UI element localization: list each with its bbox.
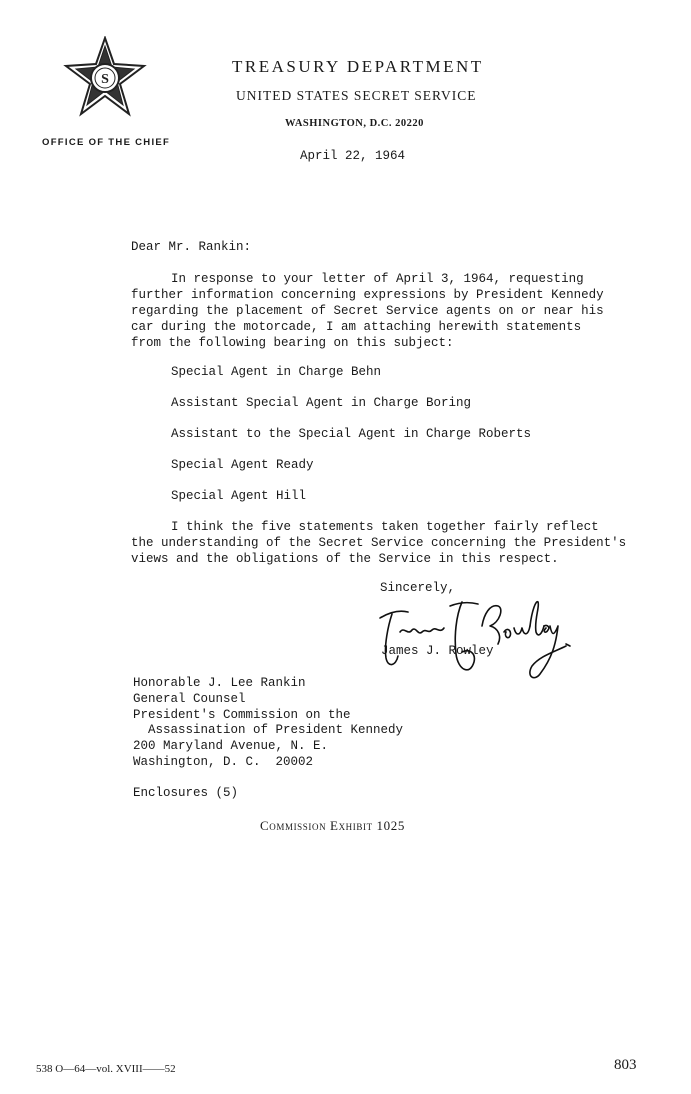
department-title: TREASURY DEPARTMENT <box>232 57 484 76</box>
secret-service-star-seal <box>62 36 148 118</box>
address-line: Washington, D. C. 20002 <box>133 754 314 769</box>
address-line: Assassination of President Kennedy <box>133 723 404 738</box>
exhibit-text: Commission Exhibit 1025 <box>260 818 405 833</box>
paragraph-line: views and the obligations of the Service in this respect. <box>131 552 559 566</box>
statement-item: Assistant to the Special Agent in Charge Roberts <box>171 427 532 441</box>
print-code: 538 O—64—vol. XVIII——52 <box>36 1063 176 1075</box>
paragraph-line: In response to your letter of April 3, 1964, requesting <box>171 272 584 286</box>
exhibit-label <box>260 818 405 834</box>
department-address: WASHINGTON, D.C. 20220 <box>285 118 424 129</box>
seal-letter: S <box>101 72 109 87</box>
closing: Sincerely, <box>380 581 456 595</box>
statement-item: Special Agent Hill <box>171 489 307 503</box>
paragraph-line: I think the five statements taken together fairly reflect <box>171 520 599 534</box>
paragraph-line: regarding the placement of Secret Service agents on or near his <box>131 304 604 318</box>
letter-date: April 22, 1964 <box>300 149 406 163</box>
typed-signature-name: James J. Rowley <box>381 644 494 658</box>
paragraph-line: car during the motorcade, I am attaching herewith statements <box>131 320 582 334</box>
paragraph-line: from the following bearing on this subject: <box>131 336 454 350</box>
office-label: OFFICE OF THE CHIEF <box>42 137 171 148</box>
enclosures-note: Enclosures (5) <box>133 786 239 800</box>
recipient-address <box>133 676 403 771</box>
department-subtitle: UNITED STATES SECRET SERVICE <box>236 88 477 103</box>
page-number: 803 <box>614 1057 637 1073</box>
statement-item: Special Agent Ready <box>171 458 314 472</box>
paragraph-2 <box>131 519 651 567</box>
salutation: Dear Mr. Rankin: <box>131 240 252 254</box>
statement-item: Assistant Special Agent in Charge Boring <box>171 396 472 410</box>
statement-item: Special Agent in Charge Behn <box>171 365 382 379</box>
paragraph-1 <box>131 271 651 351</box>
address-line: General Counsel <box>133 691 246 706</box>
paragraph-line: further information concerning expressions by President Kennedy <box>131 288 604 302</box>
address-line: President's Commission on the <box>133 707 351 722</box>
address-line: Honorable J. Lee Rankin <box>133 676 306 690</box>
paragraph-line: the understanding of the Secret Service concerning the President's <box>131 536 627 550</box>
address-line: 200 Maryland Avenue, N. E. <box>133 739 329 754</box>
